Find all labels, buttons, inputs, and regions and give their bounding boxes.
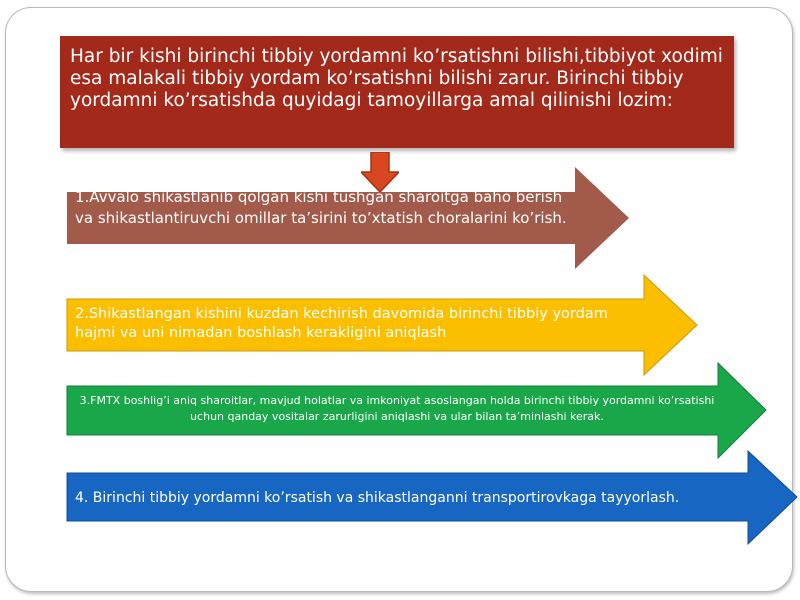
- step-2-arrow: [67, 275, 697, 375]
- step-4-text: 4. Birinchi tibbiy yordamni ko’rsatish va shikastlanganni transportirovkaga tayyorlash.: [75, 490, 680, 506]
- step-1-arrow: [67, 167, 629, 269]
- step-2-text: 2.Shikastlangan kishini kuzdan kechirish davomida birinchi tibbiy yordam hajmi va uni nimadan boshlash kerakligini aniqlash: [75, 306, 608, 341]
- step-3-arrow: [67, 363, 766, 458]
- step-4-arrow: [67, 451, 797, 544]
- step-1-text: 1.Avvalo shikastlanib qolgan kishi tushgan sharoitga baho berish va shikastlantiruvchi omillar ta’sirini to’xtatish choralarini ko’rish.: [75, 188, 567, 227]
- step-3-text: 3.FMTX boshlig’i aniq sharoitlar, mavjud holatlar va imkoniyat asoslangan holda birinchi tibbiy yordamni ko’rsatishi uchun qanday vositalar zarurligini aniqlashi va ular bilan ta’minlashi kerak.: [79, 394, 715, 423]
- intro-text-box: Har bir kishi birinchi tibbiy yordamni ko’rsatishni bilishi,tibbiyot xodimi esa malakali tibbiy yordam ko’rsatishni bilishi zarur. Birinchi tibbiy yordamni ko’rsatishda quyidagi tamoyillarga amal qilinishi lozim:: [60, 36, 734, 148]
